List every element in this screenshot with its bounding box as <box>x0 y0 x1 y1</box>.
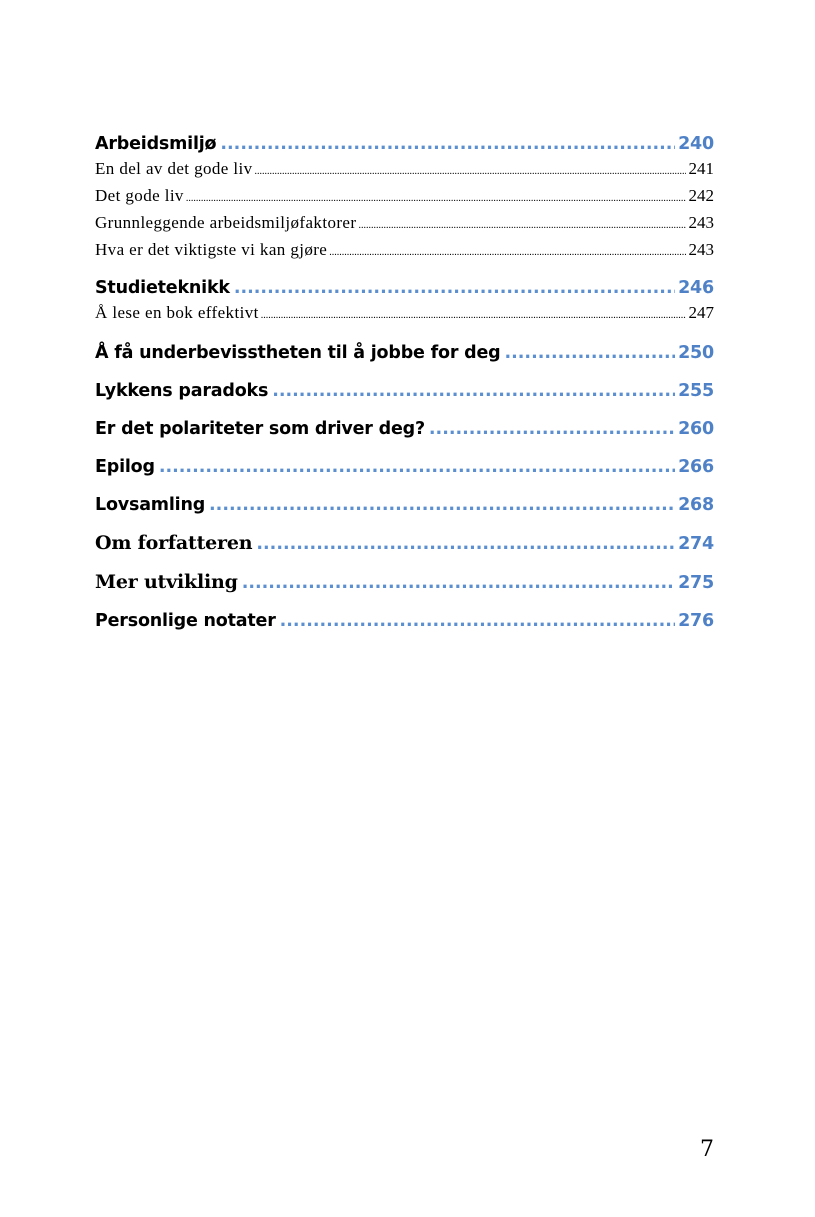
toc-entry-page: 275 <box>678 573 714 593</box>
toc-entry-title: Det gode liv <box>95 186 184 205</box>
toc-entry-page: 242 <box>688 186 714 205</box>
toc-entry-title: En del av det gode liv <box>95 159 253 178</box>
toc-entry-page: 266 <box>678 457 714 477</box>
toc-entry-page: 241 <box>688 159 714 178</box>
dot-leader <box>255 160 686 184</box>
dot-leader <box>329 241 685 265</box>
toc-subentry-a-lese-en-bok-effektivt[interactable] <box>95 301 714 328</box>
toc-entry-arbeidsmiljo[interactable] <box>95 131 714 157</box>
toc-subentry-det-gode-liv[interactable] <box>95 184 714 211</box>
toc-entry-page: 243 <box>688 240 714 259</box>
toc-entry-page: 260 <box>678 419 714 439</box>
toc-entry-lovsamling[interactable] <box>95 492 714 518</box>
dot-leader <box>272 378 675 404</box>
toc-entry-page: 243 <box>688 213 714 232</box>
toc-entry-epilog[interactable] <box>95 454 714 480</box>
toc-entry-title: Lykkens paradoks <box>95 381 269 401</box>
toc-entry-underbevisstheten[interactable] <box>95 340 714 366</box>
dot-leader <box>242 570 675 596</box>
toc-entry-page: 255 <box>678 381 714 401</box>
toc-entry-title: Om forfatteren <box>95 532 253 554</box>
toc-entry-page: 276 <box>678 611 714 631</box>
toc-subentry-hva-er-det-viktigste[interactable] <box>95 238 714 265</box>
toc-entry-page: 247 <box>688 303 714 322</box>
toc-entry-title: Er det polariteter som driver deg? <box>95 419 425 439</box>
page-number: 7 <box>700 1137 714 1162</box>
toc-subentry-en-del-av-det-gode-liv[interactable] <box>95 157 714 184</box>
toc-entry-title: Hva er det viktigste vi kan gjøre <box>95 240 328 259</box>
toc-entry-title: Studieteknikk <box>95 278 230 298</box>
toc-entry-polariteter[interactable] <box>95 416 714 442</box>
toc-entry-title: Å lese en bok effektivt <box>95 303 259 322</box>
toc-entry-studieteknikk[interactable] <box>95 275 714 301</box>
dot-leader <box>234 275 675 301</box>
dot-leader <box>159 454 675 480</box>
toc-entry-om-forfatteren[interactable] <box>95 530 714 557</box>
dot-leader <box>504 340 675 366</box>
dot-leader <box>256 531 675 557</box>
toc-entry-page: 240 <box>678 134 714 154</box>
toc-entry-page: 250 <box>678 343 714 363</box>
toc-entry-title: Personlige notater <box>95 611 276 631</box>
toc-entry-personlige-notater[interactable] <box>95 608 714 634</box>
toc-entry-title: Grunnleggende arbeidsmiljøfaktorer <box>95 213 357 232</box>
dot-leader <box>186 187 686 211</box>
toc-entry-page: 274 <box>678 534 714 554</box>
toc-entry-lykkens-paradoks[interactable] <box>95 378 714 404</box>
toc-entry-mer-utvikling[interactable] <box>95 569 714 596</box>
toc-entry-title: Arbeidsmiljø <box>95 134 217 154</box>
dot-leader <box>261 304 686 328</box>
dot-leader <box>209 492 675 518</box>
toc-entry-title: Å få underbevisstheten til å jobbe for deg <box>95 343 501 363</box>
toc-subentry-grunnleggende-arbeidsmiljofaktorer[interactable] <box>95 211 714 238</box>
toc-entry-page: 246 <box>678 278 714 298</box>
dot-leader <box>280 608 675 634</box>
dot-leader <box>220 131 675 157</box>
toc-entry-title: Lovsamling <box>95 495 206 515</box>
table-of-contents <box>95 131 714 634</box>
dot-leader <box>358 214 685 238</box>
toc-entry-title: Mer utvikling <box>95 571 238 593</box>
toc-entry-page: 268 <box>678 495 714 515</box>
toc-entry-title: Epilog <box>95 457 155 477</box>
dot-leader <box>429 416 675 442</box>
